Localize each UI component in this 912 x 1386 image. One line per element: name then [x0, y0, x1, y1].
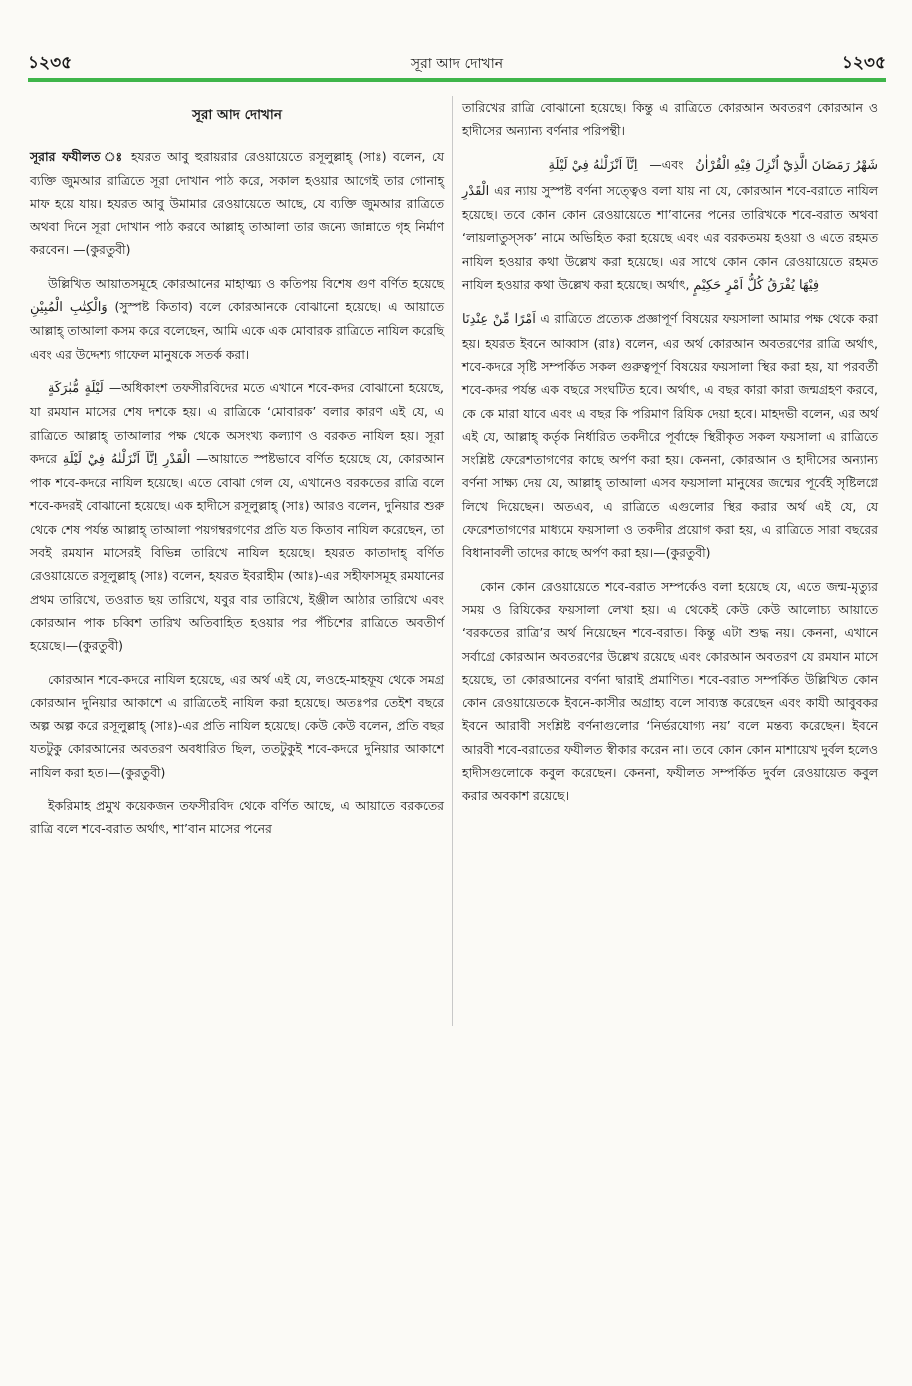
arabic-verse-line — [462, 153, 878, 177]
arabic-verse: لَيْلَةٍ مُّبٰرَكَةٍ — [48, 380, 104, 396]
paragraph — [30, 272, 444, 366]
paragraph-text: হযরত আবু হুরায়রার রেওয়ায়েতে রসূলুল্লাহ্ (সাঃ) বলেন, যে ব্যক্তি জুমআর রাত্রিতে সূরা দোখান পাঠ করে, সকাল হওয়ার আগেই তার গোনাহ্ মাফ হয়ে যায়। হযরত আবু উমামার রেওয়ায়েতে আছে, যে ব্যক্তি জুমআর রাত্রিতে অথবা দিনে সূরা দোখান পাঠ করবে আল্লাহ্ তাআলা তার জন্যে জান্নাতে গৃহ নির্মাণ করবেন। —(কুরতুবী) — [30, 149, 444, 258]
arabic-verse: شَهْرُ رَمَضَانَ الَّذِيْٓ اُنْزِلَ فِيْهِ الْقُرْاٰنُ — [695, 157, 878, 173]
right-column — [462, 96, 878, 818]
column-divider — [452, 96, 453, 1026]
paragraph-text: —অধিকাংশ তফসীরবিদের মতে এখানে শবে-কদর বোঝানো হয়েছে, যা রমযান মাসের শেষ দশকে হয়। এ রাত্রিকে ‘মোবারক’ বলার কারণ এই যে, এ রাত্রিতে আল্লাহ্ তাআলার পক্ষ থেকে অসংখ্য কল্যাণ ও বরকত নাযিল হয়। সূরা কদরে — [30, 379, 444, 466]
paragraph — [462, 179, 878, 297]
arabic-verse: فِيْهَا يُفْرَقُ كُلُّ اَمْرٍ حَكِيْمٍ — [693, 278, 820, 294]
conjunction-text: —এবং — [649, 156, 684, 172]
paragraph — [462, 307, 878, 564]
paragraph: কোরআন শবে-কদরে নাযিল হয়েছে, এর অর্থ এই যে, লওহে-মাহফূয থেকে সমগ্র কোরআন দুনিয়ার আকাশে এ রাত্রিতেই নাযিল করা হয়েছে। অতঃপর তেইশ বছরে অল্প অল্প করে রসূলুল্লাহ্ (সাঃ)-এর প্রতি নাযিল হয়েছে। কেউ কেউ বলেন, প্রতি বছর যতটুকু কোরআনের অবতরণ অবধারিত ছিল, ততটুকুই শবে-কদরে দুনিয়ার আকাশে নাযিল করা হত।—(কুরতুবী) — [30, 671, 444, 780]
paragraph — [30, 145, 444, 261]
running-title: সূরা আদ দোখান — [410, 56, 504, 72]
page-number-right: ১২৩৫ — [841, 53, 886, 73]
arabic-verse: اِنَّآ اَنْزَلْنٰهُ فِيْ لَيْلَةِ — [548, 157, 638, 173]
paragraph: তারিখের রাত্রি বোঝানো হয়েছে। কিন্তু এ রাত্রিতে কোরআন অবতরণ কোরআন ও হাদীসের অন্যান্য বর্ণনার পরিপন্থী। — [462, 100, 878, 139]
arabic-verse: الْقَدْرِ — [462, 183, 490, 199]
paragraph: ইকরিমাহ প্রমুখ কয়েকজন তফসীরবিদ থেকে বর্ণিত আছে, এ আয়াতে বরকতের রাত্রি বলে শবে-বরাত অর্থাৎ, শা’বান মাসের পনের — [30, 798, 444, 837]
paragraph: কোন কোন রেওয়ায়েতে শবে-বরাত সম্পর্কেও বলা হয়েছে যে, এতে জন্ম-মৃত্যুর সময় ও রিযিকের ফয়সালা লেখা হয়। এ থেকেই কেউ কেউ আলোচ্য আয়াতে ‘বরকতের রাত্রি’র অর্থ নিয়েছেন শবে-বরাত। কিন্তু এটা শুদ্ধ নয়। কেননা, এখানে সর্বাগ্রে কোরআন অবতরণের উল্লেখ রয়েছে এবং কোরআন অবতরণ যে রমযান মাসে হয়েছে, তা কোরআনের বর্ণনা দ্বারাই প্রমাণিত। শবে-বরাত সম্পর্কিত উল্লিখিত কোন কোন রেওয়ায়েতকে ইবনে-কাসীর অগ্রাহ্য বলে সাব্যস্ত করেছেন এবং কাযী আবুবকর ইবনে আরাবী সংশ্লিষ্ট বর্ণনাগুলোর ‘নির্ভরযোগ্য নয়’ বলে মন্তব্য করেছেন। ইবনে আরবী শবে-বরাতের ফযীলত স্বীকার করেন না। তবে কোন কোন মাশায়েখ দুর্বল হলেও হাদীসগুলোকে কবুল করেছেন। কেননা, ফযীলত সম্পর্কিত দুর্বল রেওয়ায়েত কবুল করার অবকাশ রয়েছে। — [462, 578, 878, 804]
page-number-left: ১২৩৫ — [28, 53, 73, 73]
paragraph-text: (সুস্পষ্ট কিতাব) বলে কোরআনকে বোঝানো হয়েছে। এ আয়াতে আল্লাহ্ তাআলা কসম করে বলেছেন, আমি একে এক মোবারক রাত্রিতে নাযিল করেছি এবং এর উদ্দেশ্য গাফেল মানুষকে সতর্ক করা। — [30, 299, 444, 362]
paragraph — [30, 376, 444, 658]
paragraph-text: —আয়াতে স্পষ্টভাবে বর্ণিত হয়েছে যে, কোরআন পাক শবে-কদরে নাযিল হয়েছে। এতে বোঝা গেল যে, এখানেও বরকতের রাত্রি বলে শবে-কদরই বোঝানো হয়েছে। এক হাদীসে রসূলুল্লাহ্ (সাঃ) আরও বলেন, দুনিয়ার শুরু থেকে শেষ পর্যন্ত আল্লাহ্ তাআলা পয়গম্বরগণের প্রতি যত কিতাব নাযিল করেছেন, তা সবই রমযান মাসেরই বিভিন্ন তারিখে নাযিল হয়েছে। হযরত কাতাদাহ্ বর্ণিত রেওয়ায়েতে রসূলুল্লাহ্ (সাঃ) বলেন, হযরত ইবরাহীম (আঃ)-এর সহীফাসমূহ রমযানের প্রথম তারিখে, তওরাত ছয় তারিখে, যবুর বার তারিখে, ইঞ্জীল আঠার তারিখে এবং কোরআন পাক চব্বিশ তারিখ অতিবাহিত হওয়ার পর পঁচিশের রাত্রিতে অবতীর্ণ হয়েছে।—(কুরতুবী) — [30, 450, 444, 654]
fazilat-heading: সূরার ফযীলত ঃ — [30, 149, 125, 165]
arabic-verse: الْقَدْرِ — [163, 451, 191, 467]
arabic-verse: اَمْرًا مِّنْ عِنْدِنَا — [462, 312, 536, 328]
left-column — [30, 96, 444, 851]
page-header — [28, 48, 886, 78]
paragraph-text: এর ন্যায় সুস্পষ্ট বর্ণনা সত্ত্বেও বলা যায় না যে, কোরআন শবে-বরাতে নাযিল হয়েছে। তবে কোন কোন রেওয়ায়েতে শা’বানের পনের তারিখকে শবে-বরাত অথবা ‘লায়লাতুস্‌সক’ নামে অভিহিত করা হয়েছে এবং এর বরকতময় হওয়া ও এতে রহমত নাযিল হওয়ার কথা উল্লেখ করা হয়েছে। এর সাথে কোন কোন রেওয়ায়েতে রহমত নাযিল হওয়ার কথা উল্লেখ করা হয়েছে। অর্থাৎ, — [462, 182, 878, 293]
header-rule — [28, 78, 886, 82]
section-title: সূরা আদ দোখান — [192, 107, 282, 123]
paragraph-text: উল্লিখিত আয়াতসমূহে কোরআনের মাহাত্ম্য ও কতিপয় বিশেষ গুণ বর্ণিত হয়েছে — [48, 275, 444, 291]
arabic-verse: اِنَّآ اَنْزَلْنٰهُ فِيْ لَيْلَةِ — [62, 451, 158, 467]
arabic-verse: وَالْكِتٰبِ الْمُبِيْنِ — [30, 300, 108, 316]
paragraph-text: এ রাত্রিতে প্রত্যেক প্রজ্ঞাপূর্ণ বিষয়ের ফয়সালা আমার পক্ষ থেকে করা হয়। হযরত ইবনে আব্বাস (রাঃ) বলেন, এর অর্থ কোরআন অবতরণের রাত্রি অর্থাৎ, শবে-কদরে সৃষ্টি সম্পর্কিত সকল গুরুত্বপূর্ণ বিষয়ের ফয়সালা স্থির করা হয়, যা পরবর্তী শবে-কদর পর্যন্ত এক বছরে সংঘটিত হবে। অর্থাৎ, এ বছর কারা কারা জন্মগ্রহণ করবে, কে কে মারা যাবে এবং এ বছর কি পরিমাণ রিযিক দেয়া হবে। মাহদভী বলেন, এর অর্থ এই যে, আল্লাহ্ কর্তৃক নির্ধারিত তকদীরে পূর্বাহ্নে স্থিরীকৃত সকল ফয়সালা এ রাত্রিতে সংশ্লিষ্ট ফেরেশতাগণের কাছে অর্পণ করা হয়। কেননা, কোরআন ও হাদীসের অন্যান্য বর্ণনা সাক্ষ্য দেয় যে, আল্লাহ্ তাআলা এসব ফয়সালা মানুষের জন্মের পূর্বেই সৃষ্টিলগ্নে লিখে দিয়েছেন। অতএব, এ রাত্রিতে এগুলোর স্থির করার অর্থ এই যে, যে ফেরেশতাগণের মাধ্যমে ফয়সালা ও তকদীর প্রয়োগ করা হয়, এ রাত্রিতে সারা বছরের বিধানাবলী তাদের কাছে অর্পণ করা হয়।—(কুরতুবী) — [462, 311, 878, 561]
